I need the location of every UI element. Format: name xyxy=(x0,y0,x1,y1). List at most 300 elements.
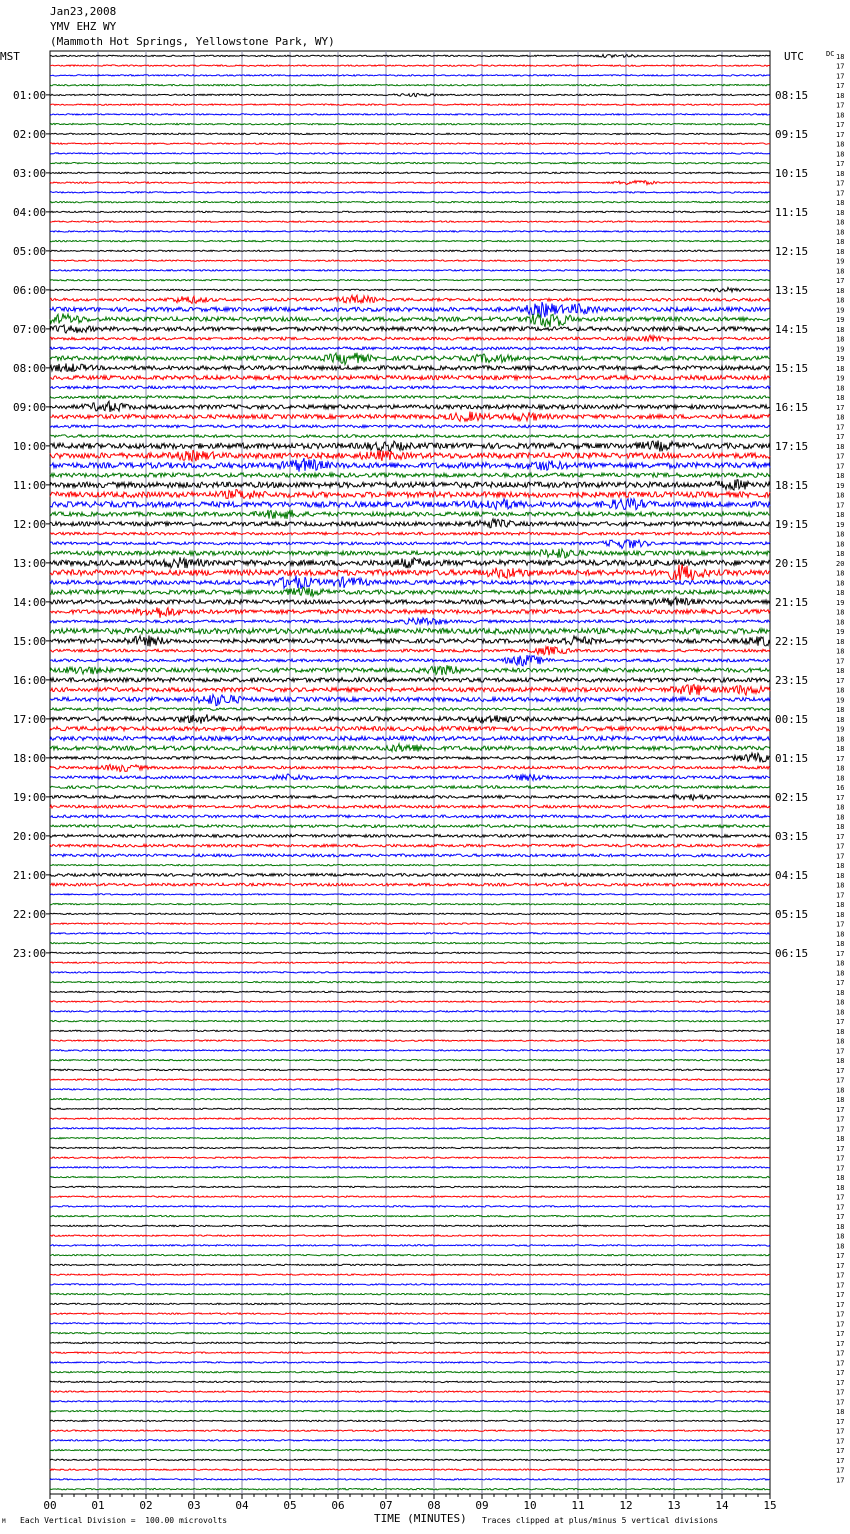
dc-offset-label: 17 xyxy=(836,1359,845,1368)
trace-line xyxy=(50,1157,770,1158)
trace-line xyxy=(50,123,770,124)
trace-line xyxy=(50,1469,770,1470)
trace-line xyxy=(50,201,770,202)
left-timezone-label: MST xyxy=(0,50,20,63)
dc-offset-label: 17 xyxy=(836,189,845,198)
trace-line xyxy=(50,153,770,154)
dc-offset-label: 17 xyxy=(836,949,845,958)
trace-line xyxy=(50,1254,770,1255)
dc-offset-label: 18 xyxy=(836,1408,845,1417)
dc-offset-label: 18 xyxy=(836,706,845,715)
left-hour-label: 08:00 xyxy=(13,361,47,375)
x-tick-label: 01 xyxy=(91,1499,105,1512)
x-tick-label: 07 xyxy=(379,1499,393,1512)
dc-offset-label: 18 xyxy=(836,647,845,656)
trace-line xyxy=(50,221,770,222)
dc-offset-label: 19 xyxy=(836,257,845,266)
dc-offset-label: 17 xyxy=(836,1427,845,1436)
dc-offset-label: 18 xyxy=(836,1096,845,1105)
trace-line xyxy=(50,549,770,558)
trace-line xyxy=(50,450,770,461)
trace-line xyxy=(50,1284,770,1285)
dc-offset-label: 17 xyxy=(836,1466,845,1475)
dc-offset-label: 17 xyxy=(836,1417,845,1426)
dc-offset-label: 17 xyxy=(836,1213,845,1222)
trace-line xyxy=(50,1020,770,1021)
trace-line xyxy=(50,628,770,634)
trace-line xyxy=(50,441,770,452)
trace-line xyxy=(50,510,770,519)
dc-offset-label: 18 xyxy=(836,667,845,676)
left-hour-label: 15:00 xyxy=(13,634,47,648)
trace-line xyxy=(50,499,770,510)
dc-offset-label: 18 xyxy=(836,589,845,598)
left-hour-label: 10:00 xyxy=(13,439,47,453)
trace-line xyxy=(50,1430,770,1431)
trace-line xyxy=(50,655,770,666)
trace-line xyxy=(50,363,770,372)
trace-line xyxy=(50,1488,770,1489)
dc-offset-label: 18 xyxy=(836,881,845,890)
dc-offset-label: 18 xyxy=(836,745,845,754)
trace-line xyxy=(50,646,770,655)
trace-line xyxy=(50,825,770,828)
trace-line xyxy=(50,1206,770,1207)
dc-offset-label: 18 xyxy=(836,803,845,812)
dc-offset-label: 17 xyxy=(836,754,845,763)
trace-line xyxy=(50,1001,770,1002)
trace-line xyxy=(50,1069,770,1070)
right-hour-label: 03:15 xyxy=(775,829,809,843)
dc-offset-label: 18 xyxy=(836,1057,845,1066)
trace-line xyxy=(50,1128,770,1129)
right-hour-label: 21:15 xyxy=(775,595,809,609)
dc-offset-label: 18 xyxy=(836,52,845,61)
trace-line xyxy=(50,753,770,762)
right-hour-label: 11:15 xyxy=(775,205,809,219)
dc-offset-label: 18 xyxy=(836,686,845,695)
trace-line xyxy=(50,597,770,606)
trace-line xyxy=(50,607,770,617)
left-hour-label: 02:00 xyxy=(13,127,47,141)
trace-line xyxy=(50,1059,770,1060)
dc-offset-label: 18 xyxy=(836,472,845,481)
trace-line xyxy=(50,490,770,500)
dc-offset-label: 18 xyxy=(836,940,845,949)
trace-line xyxy=(50,260,770,261)
dc-offset-label: 18 xyxy=(836,1222,845,1231)
x-tick-label: 14 xyxy=(715,1499,729,1512)
right-hour-label: 20:15 xyxy=(775,556,809,570)
dc-offset-label: 18 xyxy=(836,335,845,344)
dc-offset-label: 18 xyxy=(836,140,845,149)
x-tick-label: 03 xyxy=(187,1499,201,1512)
trace-line xyxy=(50,923,770,924)
trace-line xyxy=(50,532,770,535)
clip-note: Traces clipped at plus/minus 5 vertical divisions xyxy=(482,1516,719,1525)
trace-line xyxy=(50,143,770,144)
x-tick-label: 06 xyxy=(331,1499,345,1512)
dc-offset-label: 18 xyxy=(836,774,845,783)
date-label: Jan23,2008 xyxy=(50,5,117,18)
trace-line xyxy=(50,765,770,772)
trace-line xyxy=(50,972,770,973)
dc-offset-label: 18 xyxy=(836,364,845,373)
x-tick-label: 11 xyxy=(571,1499,585,1512)
dc-offset-label: 17 xyxy=(836,1398,845,1407)
trace-line xyxy=(50,302,770,317)
right-hour-label: 00:15 xyxy=(775,712,809,726)
trace-line xyxy=(50,1147,770,1148)
dc-offset-label: 19 xyxy=(836,481,845,490)
dc-offset-label: 19 xyxy=(836,696,845,705)
dc-offset-label: 17 xyxy=(836,1349,845,1358)
dc-offset-label: 17 xyxy=(836,1125,845,1134)
right-hour-label: 18:15 xyxy=(775,478,809,492)
x-tick-label: 00 xyxy=(43,1499,57,1512)
trace-line xyxy=(50,557,770,568)
trace-line xyxy=(50,1225,770,1226)
dc-offset-label: 18 xyxy=(836,608,845,617)
trace-line xyxy=(50,458,770,472)
right-hour-label: 08:15 xyxy=(775,88,809,102)
x-tick-label: 10 xyxy=(523,1499,537,1512)
dc-offset-label: 17 xyxy=(836,179,845,188)
left-hour-label: 18:00 xyxy=(13,751,47,765)
dc-offset-label: 18 xyxy=(836,1174,845,1183)
trace-line xyxy=(50,786,770,789)
trace-line xyxy=(50,1391,770,1392)
trace-line xyxy=(50,794,770,800)
dc-offset-label: 17 xyxy=(836,1339,845,1348)
location-label: (Mammoth Hot Springs, Yellowstone Park, WY) xyxy=(50,35,335,48)
dc-offset-label: 17 xyxy=(836,1066,845,1075)
dc-offset-label: 17 xyxy=(836,1193,845,1202)
trace-line xyxy=(50,1050,770,1051)
trace-line xyxy=(50,774,770,781)
station-label: YMV EHZ WY xyxy=(50,20,117,33)
right-timezone-label: UTC xyxy=(784,50,804,63)
trace-line xyxy=(50,401,770,412)
x-tick-label: 15 xyxy=(763,1499,777,1512)
trace-line xyxy=(50,133,770,134)
trace-line xyxy=(50,172,770,173)
dc-offset-label: 17 xyxy=(836,1378,845,1387)
dc-offset-label: 17 xyxy=(836,1018,845,1027)
dc-offset-label: 17 xyxy=(836,1291,845,1300)
dc-offset-label: 18 xyxy=(836,199,845,208)
dc-offset-label: 19 xyxy=(836,345,845,354)
dc-offset-label: 18 xyxy=(836,550,845,559)
trace-line xyxy=(50,1449,770,1450)
trace-line xyxy=(50,1459,770,1460)
dc-offset-label: 18 xyxy=(836,988,845,997)
trace-line xyxy=(50,231,770,232)
dc-offset-label: 17 xyxy=(836,403,845,412)
dc-offset-label: 18 xyxy=(836,930,845,939)
dc-offset-label: 19 xyxy=(836,725,845,734)
dc-offset-label: 17 xyxy=(836,1369,845,1378)
trace-line xyxy=(50,325,770,333)
dc-offset-label: 17 xyxy=(836,130,845,139)
trace-line xyxy=(50,835,770,838)
trace-line xyxy=(50,480,770,490)
trace-line xyxy=(50,250,770,251)
dc-offset-label: 17 xyxy=(836,676,845,685)
trace-line xyxy=(50,473,770,477)
dc-label: DC xyxy=(826,50,835,58)
dc-offset-label: 17 xyxy=(836,852,845,861)
dc-offset-label: 19 xyxy=(836,355,845,364)
trace-line xyxy=(50,1040,770,1041)
dc-offset-label: 18 xyxy=(836,618,845,627)
dc-offset-label: 18 xyxy=(836,1242,845,1251)
trace-line xyxy=(50,519,770,528)
trace-line xyxy=(50,1313,770,1314)
dc-offset-label: 17 xyxy=(836,72,845,81)
left-hour-label: 20:00 xyxy=(13,829,47,843)
trace-line xyxy=(50,347,770,350)
trace-line xyxy=(50,1137,770,1138)
trace-line xyxy=(50,295,770,303)
left-hour-label: 06:00 xyxy=(13,283,47,297)
left-hour-label: 03:00 xyxy=(13,166,47,180)
trace-line xyxy=(50,903,770,904)
dc-offset-label: 17 xyxy=(836,82,845,91)
trace-line xyxy=(50,991,770,992)
trace-line xyxy=(50,864,770,865)
dc-offset-label: 18 xyxy=(836,959,845,968)
right-hour-label: 13:15 xyxy=(775,283,809,297)
right-hour-label: 06:15 xyxy=(775,946,809,960)
dc-offset-label: 18 xyxy=(836,1027,845,1036)
right-hour-label: 14:15 xyxy=(775,322,809,336)
dc-offset-label: 17 xyxy=(836,1154,845,1163)
dc-offset-label: 18 xyxy=(836,1037,845,1046)
dc-offset-label: 17 xyxy=(836,1271,845,1280)
trace-line xyxy=(50,1410,770,1411)
dc-offset-label: 18 xyxy=(836,735,845,744)
trace-line xyxy=(50,1118,770,1119)
x-tick-label: 02 xyxy=(139,1499,153,1512)
dc-offset-label: 17 xyxy=(836,657,845,666)
right-hour-label: 01:15 xyxy=(775,751,809,765)
dc-offset-label: 18 xyxy=(836,862,845,871)
right-hour-label: 09:15 xyxy=(775,127,809,141)
trace-line xyxy=(50,714,770,723)
left-hour-label: 11:00 xyxy=(13,478,47,492)
dc-offset-label: 18 xyxy=(836,998,845,1007)
dc-offset-label: 17 xyxy=(836,1252,845,1261)
trace-line xyxy=(50,942,770,943)
dc-offset-label: 18 xyxy=(836,764,845,773)
dc-offset-label: 18 xyxy=(836,442,845,451)
trace-line xyxy=(50,288,770,292)
trace-line xyxy=(50,1215,770,1216)
dc-offset-label: 17 xyxy=(836,121,845,130)
dc-offset-label: 19 xyxy=(836,598,845,607)
right-hour-label: 05:15 xyxy=(775,907,809,921)
trace-line xyxy=(50,685,770,696)
trace-line xyxy=(50,1176,770,1177)
dc-offset-label: 18 xyxy=(836,169,845,178)
dc-offset-label: 18 xyxy=(836,511,845,520)
x-tick-label: 08 xyxy=(427,1499,441,1512)
dc-offset-label: 18 xyxy=(836,150,845,159)
trace-line xyxy=(50,815,770,818)
x-tick-label: 13 xyxy=(667,1499,681,1512)
dc-offset-label: 17 xyxy=(836,433,845,442)
trace-line xyxy=(50,335,770,341)
dc-offset-label: 19 xyxy=(836,306,845,315)
trace-line xyxy=(50,575,770,589)
dc-offset-label: 18 xyxy=(836,637,845,646)
dc-offset-label: 17 xyxy=(836,160,845,169)
right-hour-label: 04:15 xyxy=(775,868,809,882)
trace-line xyxy=(50,854,770,857)
dc-offset-label: 20 xyxy=(836,559,845,568)
trace-line xyxy=(50,435,770,438)
dc-offset-label: 18 xyxy=(836,394,845,403)
dc-offset-label: 18 xyxy=(836,384,845,393)
dc-offset-label: 18 xyxy=(836,91,845,100)
trace-line xyxy=(50,1011,770,1012)
right-hour-label: 19:15 xyxy=(775,517,809,531)
trace-line xyxy=(50,981,770,982)
dc-offset-label: 17 xyxy=(836,1456,845,1465)
dc-offset-label: 17 xyxy=(836,1164,845,1173)
dc-offset-label: 17 xyxy=(836,1330,845,1339)
trace-line xyxy=(50,104,770,105)
dc-offset-label: 18 xyxy=(836,238,845,247)
dc-offset-label: 18 xyxy=(836,1232,845,1241)
trace-line xyxy=(50,114,770,115)
dc-offset-label: 17 xyxy=(836,1476,845,1485)
right-hour-label: 10:15 xyxy=(775,166,809,180)
left-hour-label: 14:00 xyxy=(13,595,47,609)
dc-offset-label: 19 xyxy=(836,374,845,383)
trace-line xyxy=(50,1196,770,1197)
dc-offset-label: 18 xyxy=(836,579,845,588)
trace-line xyxy=(50,952,770,953)
trace-line xyxy=(50,412,770,422)
dc-offset-label: 18 xyxy=(836,267,845,276)
right-hour-label: 22:15 xyxy=(775,634,809,648)
dc-offset-label: 17 xyxy=(836,452,845,461)
dc-offset-label: 17 xyxy=(836,891,845,900)
x-tick-label: 04 xyxy=(235,1499,249,1512)
trace-line xyxy=(50,181,770,185)
left-hour-label: 07:00 xyxy=(13,322,47,336)
dc-offset-label: 17 xyxy=(836,1144,845,1153)
dc-offset-label: 18 xyxy=(836,530,845,539)
dc-offset-label: 17 xyxy=(836,423,845,432)
dc-offset-label: 17 xyxy=(836,62,845,71)
dc-offset-label: 18 xyxy=(836,540,845,549)
right-hour-label: 16:15 xyxy=(775,400,809,414)
trace-line xyxy=(50,376,770,380)
trace-line xyxy=(50,1098,770,1099)
dc-offset-label: 17 xyxy=(836,1047,845,1056)
dc-offset-label: 17 xyxy=(836,1388,845,1397)
trace-line xyxy=(50,1079,770,1080)
dc-offset-label: 17 xyxy=(836,1105,845,1114)
trace-line xyxy=(50,1167,770,1168)
dc-offset-label: 18 xyxy=(836,208,845,217)
trace-line xyxy=(50,1303,770,1304)
dc-offset-label: 18 xyxy=(836,871,845,880)
trace-line xyxy=(50,1108,770,1109)
trace-line xyxy=(50,279,770,280)
right-hour-label: 15:15 xyxy=(775,361,809,375)
left-hour-label: 12:00 xyxy=(13,517,47,531)
trace-line xyxy=(50,240,770,241)
corner-mark: M xyxy=(2,1518,6,1525)
trace-line xyxy=(50,744,770,752)
dc-offset-label: 19 xyxy=(836,520,845,529)
trace-line xyxy=(50,314,770,328)
trace-line xyxy=(50,962,770,963)
dc-offset-label: 16 xyxy=(836,784,845,793)
dc-offset-label: 17 xyxy=(836,793,845,802)
trace-line xyxy=(50,75,770,76)
trace-line xyxy=(50,1362,770,1363)
trace-line xyxy=(50,1089,770,1090)
trace-line xyxy=(50,84,770,85)
trace-line xyxy=(50,883,770,886)
x-tick-label: 12 xyxy=(619,1499,633,1512)
trace-line xyxy=(50,386,770,389)
dc-offset-label: 19 xyxy=(836,628,845,637)
dc-offset-label: 18 xyxy=(836,813,845,822)
dc-offset-label: 18 xyxy=(836,1135,845,1144)
left-hour-label: 09:00 xyxy=(13,400,47,414)
x-tick-label: 09 xyxy=(475,1499,489,1512)
dc-offset-label: 17 xyxy=(836,1447,845,1456)
trace-line xyxy=(50,1264,770,1265)
trace-line xyxy=(50,1440,770,1441)
scale-note: Each Vertical Division = 100.00 microvolts xyxy=(20,1516,228,1525)
dc-offset-label: 18 xyxy=(836,111,845,120)
trace-line xyxy=(50,1245,770,1246)
trace-line xyxy=(50,65,770,66)
trace-line xyxy=(50,678,770,682)
dc-offset-label: 17 xyxy=(836,832,845,841)
dc-offset-label: 17 xyxy=(836,1310,845,1319)
trace-line xyxy=(50,844,770,847)
trace-line xyxy=(50,1352,770,1353)
left-hour-label: 01:00 xyxy=(13,88,47,102)
dc-offset-label: 18 xyxy=(836,715,845,724)
left-hour-label: 13:00 xyxy=(13,556,47,570)
x-tick-label: 05 xyxy=(283,1499,297,1512)
left-hour-label: 22:00 xyxy=(13,907,47,921)
dc-offset-label: 18 xyxy=(836,1183,845,1192)
trace-line xyxy=(50,1293,770,1294)
trace-line xyxy=(50,874,770,877)
dc-offset-label: 18 xyxy=(836,569,845,578)
trace-line xyxy=(50,1323,770,1324)
trace-line xyxy=(50,1332,770,1333)
dc-offset-label: 17 xyxy=(836,1076,845,1085)
trace-line xyxy=(50,540,770,549)
trace-line xyxy=(50,162,770,163)
dc-offset-label: 17 xyxy=(836,1320,845,1329)
dc-offset-label: 17 xyxy=(836,1437,845,1446)
left-hour-label: 05:00 xyxy=(13,244,47,258)
trace-line xyxy=(50,736,770,740)
right-hour-label: 02:15 xyxy=(775,790,809,804)
